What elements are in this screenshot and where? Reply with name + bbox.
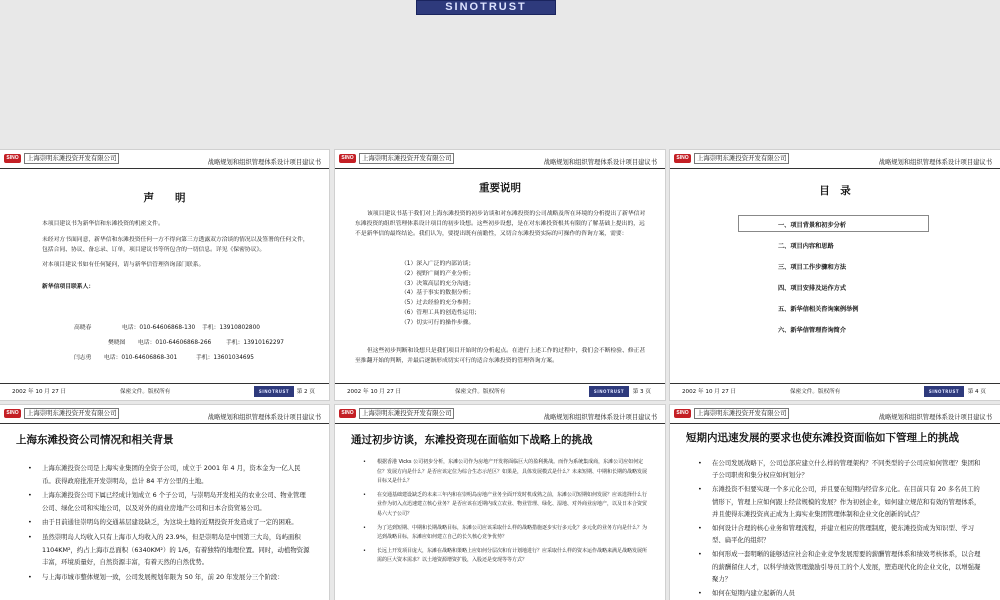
list-item: • 根据香港 Vicks 公司初步分析，东滩公司作为房地产开发将面临巨大的盈利挑战。而作为系统集成商，东滩公司应如何定位？发展方向是什么？是否应该定位为综合生态示范区？如果是，具体发展模式是什么？未来短期、中期和长期的战略发展目标又是什么？ [377, 458, 649, 487]
slide-title: 上海东滩投资公司情况和相关背景 [16, 434, 174, 446]
footer-logo: SINOTRUST [924, 386, 964, 397]
paragraph: 对本项目建议书如有任何疑问，请与新华信管理咨询部门联系。 [42, 262, 205, 269]
slide-footer [670, 383, 1000, 400]
document-title: 战略规划和组织管理体系设计项目建议书 [878, 414, 992, 421]
list-item: • 与上海市城市整体规划一致，公司发展规划年限为 50 年，前 20 年发展分三个阶段： [42, 571, 312, 584]
slide-title: 目 录 [819, 185, 851, 197]
slide-header [0, 405, 329, 424]
paragraph: 未经对方书面同意，新华信和东滩投资任何一方不得向第三方透露双方洽谈的情况以及签署的任何文件，包括合同、协议、备忘录、订单，项目建议书等所包含的一切信息。详见《保密协议》。 [42, 236, 309, 253]
statement-body [42, 220, 310, 293]
list-item: （4）基于事实的数据分析； [401, 290, 475, 297]
document-title: 战略规划和组织管理体系设计项目建议书 [878, 159, 992, 166]
contact-row: 高晓春 电话：010-64606868-130 手机：13910802800 [74, 325, 260, 331]
contact-title: 新华信项目联系人： [42, 284, 95, 291]
toc-item[interactable]: 六、新华信管理咨询简介 [778, 327, 847, 334]
list-item: • 如何设计合理的核心业务和管理流程，并建立相应的管理制度，使东滩投资成为知识型、学习型、扁平化的组织？ [712, 522, 984, 546]
company-logo-icon: SINO [674, 154, 691, 163]
slide-title: 通过初步访谈，东滩投资现在面临如下战略上的挑战 [351, 434, 593, 446]
slide-contents[interactable] [670, 150, 1000, 400]
list-item: • 如何形成一套明晰的能够适应社会和企业竞争发展需要的薪酬管理体系和绩效考核体系，以合理的薪酬留住人才，以科学绩效管理激励引导员工的个人发展，塑造现代化的企业文化，以增强凝聚力？ [712, 548, 984, 585]
footer-confidential: 保密文件。版权所有 [120, 389, 171, 395]
list-item: • 在公司发展战略下，公司总部应建立什么样的管理架构？不同类型的子公司应如何管理？集团和子公司职责和集分权应如何划分？ [712, 457, 984, 481]
company-logo-icon: SINO [674, 409, 691, 418]
slide-management-challenges[interactable] [670, 405, 1000, 600]
list-item: • 上海东滩投资公司下属已经成计划成立 6 个子公司，与崇明岛开发相关的农业公司、物业管理公司、绿化公司和实地公司，以及对外的商业房地产公司和日本合资贸易公司。 [42, 489, 312, 514]
toc-item[interactable]: 二、项目内容和思路 [778, 243, 834, 250]
list-item: • 上海东滩投资公司是上海实业集团的全资子公司，成立于 2001 年 4 月，资本金为一亿人民币。获得政府批准开发崇明岛，总计 84 平方公里的土地。 [42, 462, 312, 487]
slide-title: 短期内迅速发展的要求也使东滩投资面临如下管理上的挑战 [686, 432, 959, 444]
page-number: 第 3 页 [632, 389, 651, 395]
document-title: 战略规划和组织管理体系设计项目建议书 [543, 414, 657, 421]
company-logo-icon: SINO [339, 154, 356, 163]
company-name: 上海崇明东滩投资开发有限公司 [694, 153, 789, 164]
list-item: • 东滩投资不但要实现一个多元化公司，并且要在短期内经营多元化。在目前只有 20 多名员工的情形下，管理上应如何跟上经营规模的发展？作为初创企业，如何建立规范和有效的管理体系，并且使得东滩投资真正成为上海实业集团管理体制和企业文化创新的试点？ [712, 483, 984, 520]
slide-header [670, 150, 1000, 169]
document-title: 战略规划和组织管理体系设计项目建议书 [207, 159, 321, 166]
list-item: • 长远上开发项目庞大，东滩在战略和策略上应如何分层次和有计划地进行？应采取什么样的资本运作战略来满足战略发展所需的巨大资本需求？以土地资源增资扩股，入股还是变现等等方式？ [377, 547, 649, 566]
company-name: 上海崇明东滩投资开发有限公司 [359, 153, 454, 164]
list-item: • 在交通基础建设缺乏的未来三年内和在崇明岛房地产业务全面开发时机成熟之前，东滩公司短期如何发展？应该选择什么行业作为切入点迅速建立核心业务？是否应该在近期内成立农业、物业管理、绿化、湿地、对外商业房地产，以及日本合资贸易六大子公司？ [377, 491, 649, 520]
page-number: 第 4 页 [967, 389, 986, 395]
list-item: • 由于目前通往崇明岛的交通基层建设缺乏，为这块土地的近期投资开发造成了一定的困难。 [42, 516, 312, 529]
list-item: （1）深入广泛的内部访谈； [401, 261, 475, 267]
slide-header [335, 150, 665, 169]
list-item: • 虽然崇明岛人均收入只有上海市人均收入的 23.9%，但是崇明岛是中国第三大岛，岛屿面积 1104KM²，约占上海市总面积（6340KM²）的 1/6，有着独特的地理位置。同时，动植物资源丰富，环境质量好，自然资源丰富，有着天然的自然优势。 [42, 531, 312, 569]
slide-important-note[interactable] [335, 150, 665, 400]
list-item: • 如何在短期内建立起新的人员 [712, 587, 984, 599]
company-name: 上海崇明东滩投资开发有限公司 [24, 153, 119, 164]
company-name: 上海崇明东滩投资开发有限公司 [694, 408, 789, 419]
contact-row: 闫志勇 电话：010-64606868-301 手机：13601034695 [74, 355, 254, 361]
page-number: 第 2 页 [296, 389, 315, 395]
list-item: （2）视野广阔的产业分析； [401, 270, 475, 277]
requirement-list [401, 260, 641, 329]
slide-footer [0, 383, 329, 400]
company-logo-icon: SINO [4, 154, 21, 163]
company-logo-icon: SINO [4, 409, 21, 418]
footer-logo: SINOTRUST [254, 386, 294, 397]
list-item: （5）过去经验的充分参照； [401, 300, 475, 307]
slide-strategic-challenges[interactable] [335, 405, 665, 600]
bullet-list [377, 458, 649, 566]
document-title: 战略规划和组织管理体系设计项目建议书 [543, 159, 657, 166]
footer-date: 2002 年 10 月 27 日 [347, 389, 402, 395]
toc-item[interactable]: 三、项目工作步骤和方法 [778, 264, 847, 271]
toc-item[interactable]: 四、项目安排及运作方式 [778, 285, 847, 292]
list-item: （3）决策高层的充分沟通； [401, 280, 475, 287]
document-title: 战略规划和组织管理体系设计项目建议书 [207, 414, 321, 421]
footer-date: 2002 年 10 月 27 日 [682, 389, 737, 395]
list-item: • 为了达到短期、中期和长期战略目标，东滩公司应该采取什么样的战略措施逐步实行多元化？多元化的业务方向是什么？为达到战略目标，东滩应如何建立自己的长久核心竞争优势？ [377, 524, 649, 543]
slide-footer [335, 383, 665, 400]
footer-logo: SINOTRUST [589, 386, 629, 397]
list-item: （7）切实可行的操作步骤。 [401, 319, 475, 326]
slide-header [0, 150, 329, 169]
bullet-list [42, 462, 312, 583]
list-item: （6）管理工具的创造性运用； [401, 309, 481, 316]
footer-confidential: 保密文件。版权所有 [790, 389, 841, 395]
slide-title: 声 明 [143, 192, 186, 204]
company-name: 上海崇明东滩投资开发有限公司 [359, 408, 454, 419]
slide-statement[interactable] [0, 150, 329, 400]
slide-company-background[interactable] [0, 405, 329, 600]
paragraph: 该项目建议书基于我们对上海东滩投资的初步访谈和对东滩投资的公司战略及所在环境的分析提出了新华信对东滩投资的组织管理体系设计项目的初步设想。这些初步设想，是在对东滩投资根其有限的了解基础上提出的，远不是新华信的最终结论。我们认为，要提出既有前瞻性，又切合东滩投资实际的可操作的咨询方案，需要： [355, 211, 646, 237]
paragraph: 本项目建议书为新华信和东滩投资的机密文件。 [42, 221, 164, 227]
bullet-list [712, 457, 984, 599]
contact-row: 樊晓图 电话：010-64606868-266 手机：13910162297 [108, 340, 284, 346]
toc-item[interactable]: 五、新华信相关咨询案例举例 [778, 306, 859, 313]
footer-confidential: 保密文件。版权所有 [455, 389, 506, 395]
company-name: 上海崇明东滩投资开发有限公司 [24, 408, 119, 419]
sinotrust-logo: SINOTRUST [416, 0, 556, 15]
paragraph: 但这些初步判断和设想只是我们项目开始时的分析起点。在进行上述工作的过程中，我们会不断检验、修正甚至推翻开始的判断，并最后逐渐形成切实可行的适合东滩投资的管理咨询方案。 [355, 348, 646, 364]
slide-title: 重要说明 [479, 182, 521, 194]
company-logo-icon: SINO [339, 409, 356, 418]
slide-header [670, 405, 1000, 424]
toc-item[interactable]: 一、项目背景和初步分析 [778, 222, 847, 229]
footer-date: 2002 年 10 月 27 日 [12, 389, 67, 395]
slide-header [335, 405, 665, 424]
